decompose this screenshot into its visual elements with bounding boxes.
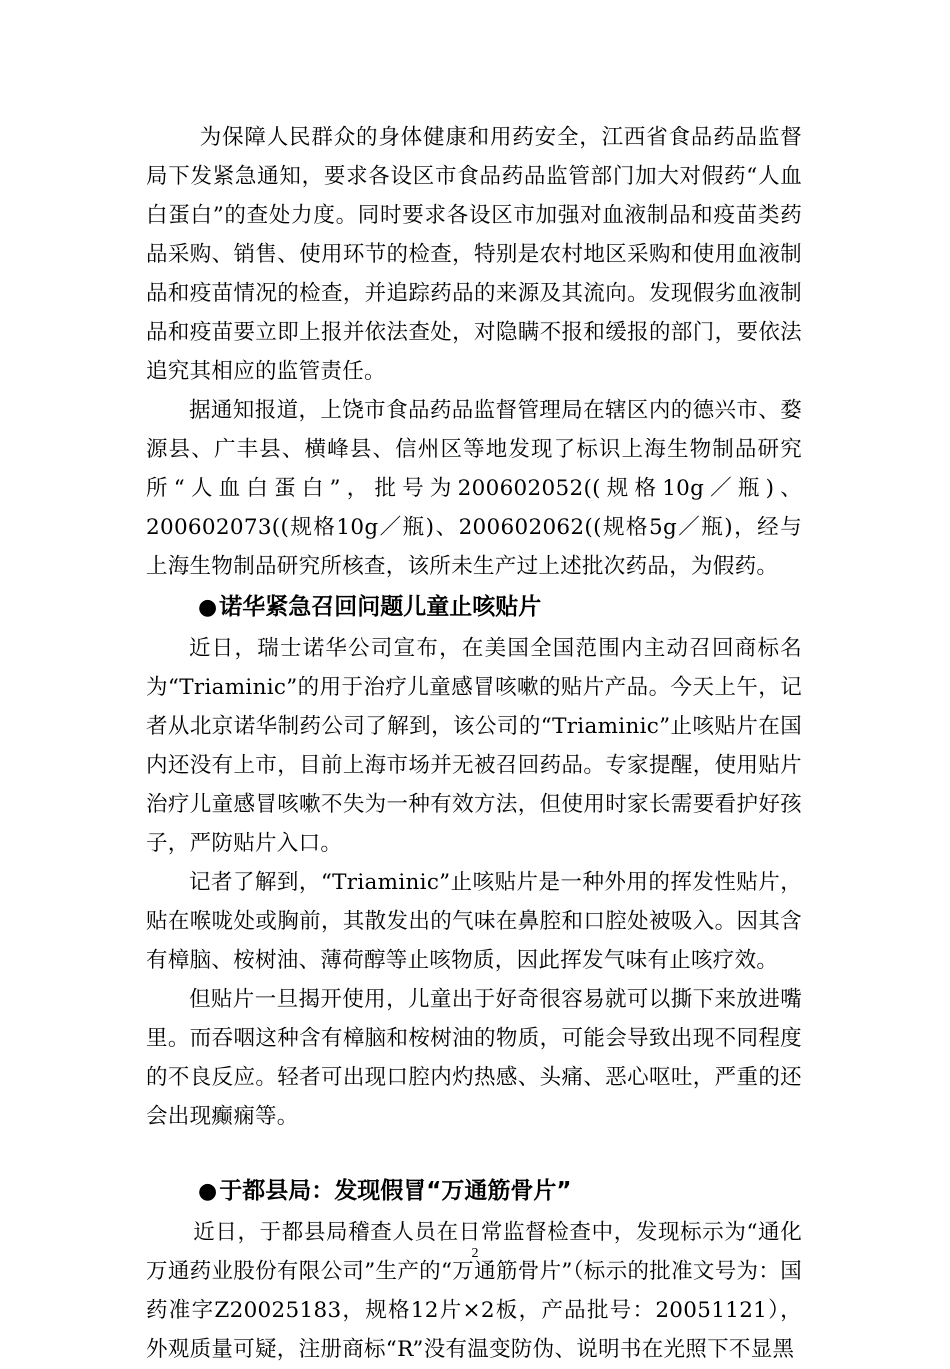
page-number: 2 [471, 1246, 479, 1261]
section-heading-novartis-recall [146, 586, 802, 629]
paragraph-novartis-3: 但贴片一旦揭开使用，儿童出于好奇很容易就可以撕下来放进嘴里。而吞咽这种含有樟脑和桉树油的物质，可能会导致出现不同程度的不良反应。轻者可出现口腔内灼热感、头痛、恶心呕吐，严重的还会出现癫痫等。 [146, 987, 802, 1129]
paragraph-shangrao-report: 据通知报道，上饶市食品药品监督管理局在辖区内的德兴市、婺源县、广丰县、横峰县、信州区等地发现了标识上海生物制品研究所“人血白蛋白”，批号为200602052((规格10g／瓶)、200602073((规格10g／瓶)、200602062((规格5g／瓶)，经与上海生物制品研究所核查，该所未生产过上述批次药品，为假药。 [146, 398, 802, 579]
section-heading-text: 于都县局：发现假冒“万通筋骨片” [219, 1178, 572, 1204]
paragraph-novartis-2: 记者了解到，“Triaminic”止咳贴片是一种外用的挥发性贴片，贴在喉咙处或胸前，其散发出的气味在鼻腔和口腔处被吸入。因其含有樟脑、桉树油、薄荷醇等止咳物质，因此挥发气味有止咳疗效。 [146, 870, 802, 973]
paragraph-notice: 为保障人民群众的身体健康和用药安全，江西省食品药品监督局下发紧急通知，要求各设区市食品药品监管部门加大对假药“人血白蛋白”的查处力度。同时要求各设区市加强对血液制品和疫苗类药品采购、销售、使用环节的检查，特别是农村地区采购和使用血液制品和疫苗情况的检查，并追踪药品的来源及其流向。发现假劣血液制品和疫苗要立即上报并依法查处，对隐瞒不报和缓报的部门，要依法追究其相应的监管责任。 [146, 125, 802, 384]
bullet-icon: ● [198, 595, 218, 620]
section-heading-text: 诺华紧急召回问题儿童止咳贴片 [219, 594, 542, 620]
section-spacer [146, 1136, 802, 1170]
bullet-icon: ● [198, 1179, 218, 1204]
paragraph-yudu-1: 近日，于都县局稽查人员在日常监督检查中，发现标示为“通化万通药业股份有限公司”生产的“万通筋骨片”（标示的批准文号为：国药准字Z20025183，规格12片×2板，产品批号：20051121），外观质量可疑，注册商标“R”没有温变防伪、说明书在光照下不显黑 [146, 1220, 802, 1362]
document-body [146, 118, 802, 1369]
paragraph-novartis-1: 近日，瑞士诺华公司宣布，在美国全国范围内主动召回商标名为“Triaminic”的用于治疗儿童感冒咳嗽的贴片产品。今天上午，记者从北京诺华制药公司了解到，该公司的“Triaminic”止咳贴片在国内还没有上市，目前上海市场并无被召回药品。专家提醒，使用贴片治疗儿童感冒咳嗽不失为一种有效方法，但使用时家长需要看护好孩子，严防贴片入口。 [146, 636, 802, 856]
section-heading-yudu-fake-drug [146, 1170, 802, 1213]
